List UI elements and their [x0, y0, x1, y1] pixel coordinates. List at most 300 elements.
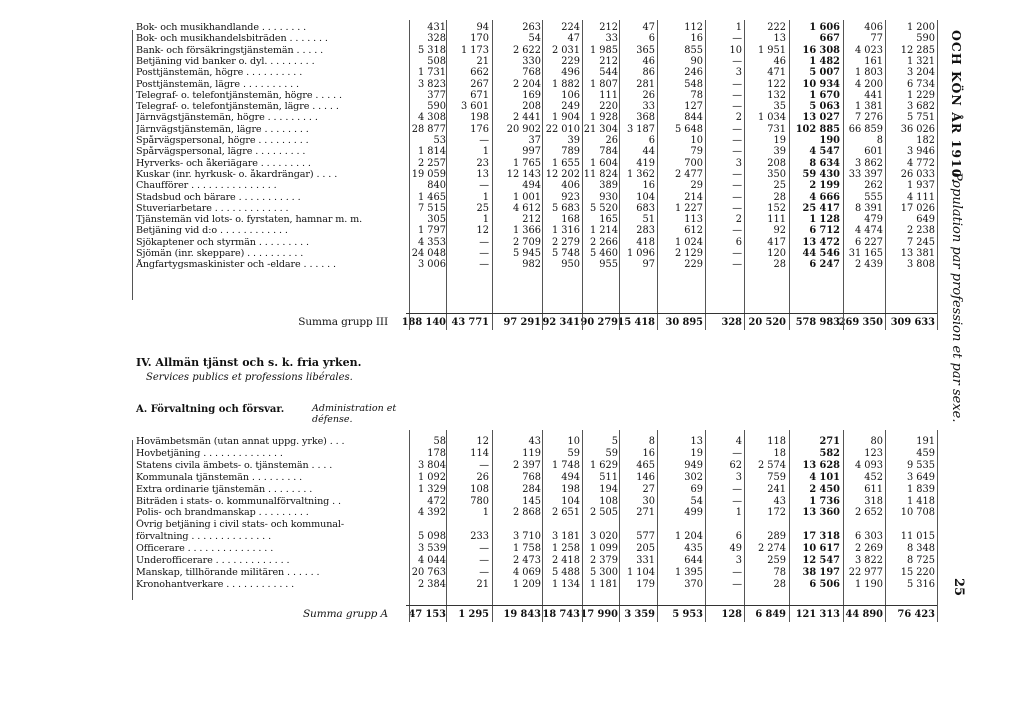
- table-cell: 1 765: [512, 158, 541, 169]
- row-label: Kommunala tjänstemän . . . . . . . . .: [136, 472, 303, 483]
- table-cell: 289: [767, 531, 786, 542]
- table-cell: 92 341: [542, 317, 580, 328]
- table-cell: 10: [729, 45, 742, 56]
- table-cell: 28: [773, 259, 786, 270]
- table-cell: 419: [636, 158, 655, 169]
- column-rule: [582, 430, 583, 622]
- table-cell: 3 946: [906, 146, 935, 157]
- table-cell: 582: [819, 448, 840, 459]
- table-cell: 28: [773, 192, 786, 203]
- table-cell: 79: [690, 146, 703, 157]
- table-cell: 13: [476, 169, 489, 180]
- table-cell: 731: [767, 124, 786, 135]
- table-cell: 5 318: [417, 45, 446, 56]
- table-cell: 59: [567, 448, 580, 459]
- table-cell: 53: [433, 135, 446, 146]
- column-rule: [705, 430, 706, 622]
- table-cell: 3 204: [906, 67, 935, 78]
- table-cell: 1 807: [589, 79, 618, 90]
- table-cell: 97 291: [503, 317, 541, 328]
- table-cell: 844: [684, 112, 703, 123]
- table-cell: 4 612: [512, 203, 541, 214]
- table-cell: 46: [773, 56, 786, 67]
- column-rule: [542, 430, 543, 622]
- table-cell: 555: [864, 192, 883, 203]
- column-rule: [542, 20, 543, 330]
- table-cell: 3 682: [906, 101, 935, 112]
- table-cell: 855: [684, 45, 703, 56]
- table-cell: 508: [427, 56, 446, 67]
- table-cell: 1: [735, 22, 742, 33]
- table-cell: 176: [470, 124, 489, 135]
- table-cell: 12 202: [545, 169, 580, 180]
- table-cell: 5 098: [417, 531, 446, 542]
- table-cell: 671: [470, 90, 489, 101]
- table-cell: 2 652: [854, 507, 883, 518]
- table-cell: 2 418: [551, 555, 580, 566]
- table-cell: 29: [690, 180, 703, 191]
- table-cell: 13 472: [802, 237, 840, 248]
- table-cell: 31 165: [848, 248, 883, 259]
- column-rule: [492, 430, 493, 622]
- table-cell: 499: [684, 507, 703, 518]
- table-cell: 37: [528, 135, 541, 146]
- table-cell: 10: [567, 436, 580, 447]
- table-cell: 54: [528, 33, 541, 44]
- table-cell: 224: [561, 22, 580, 33]
- row-label: Chaufförer . . . . . . . . . . . . . . .: [136, 180, 277, 191]
- table-cell: 3 181: [551, 531, 580, 542]
- table-cell: 331: [636, 555, 655, 566]
- row-label: Kuskar (inr. hyrkusk- o. åkardrängar) . . . .: [136, 169, 338, 180]
- column-rule: [789, 430, 790, 622]
- table-cell: 3 822: [854, 555, 883, 566]
- table-cell: 5 488: [551, 567, 580, 578]
- row-label: Manskap, tillhörande militären . . . . . .: [136, 567, 320, 578]
- table-cell: 368: [636, 112, 655, 123]
- table-cell: 179: [636, 579, 655, 590]
- row-label: Underofficerare . . . . . . . . . . . . .: [136, 555, 290, 566]
- table-cell: 494: [561, 472, 580, 483]
- table-cell: 3 808: [906, 259, 935, 270]
- table-cell: 118: [767, 436, 786, 447]
- row-label: Sjömän (inr. skeppare) . . . . . . . . . .: [136, 248, 304, 259]
- table-cell: 178: [427, 448, 446, 459]
- table-cell: 1 418: [906, 496, 935, 507]
- row-label: Stadsbud och bärare . . . . . . . . . . .: [136, 192, 301, 203]
- table-cell: 4 547: [809, 146, 840, 157]
- table-cell: 132: [767, 90, 786, 101]
- table-cell: 1: [482, 146, 489, 157]
- table-cell: 1 670: [809, 90, 840, 101]
- table-cell: 30 895: [665, 317, 703, 328]
- table-cell: 2 439: [854, 259, 883, 270]
- table-cell: 19 843: [503, 609, 541, 620]
- table-cell: 198: [470, 112, 489, 123]
- table-cell: —: [479, 259, 489, 270]
- table-cell: 4 392: [417, 507, 446, 518]
- table-cell: 1 395: [674, 567, 703, 578]
- table-cell: 47: [567, 33, 580, 44]
- table-cell: 263: [522, 22, 541, 33]
- column-rule: [885, 430, 886, 622]
- column-rule: [619, 430, 620, 622]
- table-cell: 1 200: [906, 22, 935, 33]
- table-cell: 1 321: [906, 56, 935, 67]
- table-cell: 22 977: [848, 567, 883, 578]
- row-label: Spårvägspersonal, högre . . . . . . . . .: [136, 135, 309, 146]
- table-cell: 3 804: [417, 460, 446, 471]
- table-cell: 365: [636, 45, 655, 56]
- table-cell: 590: [916, 33, 935, 44]
- table-cell: 246: [684, 67, 703, 78]
- table-cell: 1: [482, 507, 489, 518]
- table-cell: 49: [729, 543, 742, 554]
- table-cell: 4 200: [854, 79, 883, 90]
- table-cell: 12 143: [506, 169, 541, 180]
- table-cell: 13: [690, 436, 703, 447]
- row-label: Tjänstemän vid lots- o. fyrstaten, hamnar m. m.: [136, 214, 363, 225]
- table-cell: 955: [599, 259, 618, 270]
- table-cell: 6 303: [854, 531, 883, 542]
- table-cell: 51: [642, 214, 655, 225]
- table-cell: 3 710: [512, 531, 541, 542]
- table-cell: 106: [561, 90, 580, 101]
- table-cell: 577: [636, 531, 655, 542]
- table-cell: 271: [819, 436, 840, 447]
- table-cell: 114: [470, 448, 489, 459]
- table-cell: 1 366: [512, 225, 541, 236]
- table-cell: 58: [433, 436, 446, 447]
- table-cell: 26: [476, 472, 489, 483]
- table-cell: 16: [690, 33, 703, 44]
- table-cell: 649: [916, 214, 935, 225]
- table-cell: —: [479, 180, 489, 191]
- table-cell: 2 274: [757, 543, 786, 554]
- table-cell: 5 300: [589, 567, 618, 578]
- column-rule: [843, 20, 844, 330]
- table-cell: 4 353: [417, 237, 446, 248]
- column-rule: [446, 430, 447, 622]
- table-cell: 4: [735, 436, 742, 447]
- page-number: 25: [951, 578, 966, 597]
- table-cell: 328: [721, 317, 742, 328]
- table-cell: 950: [561, 259, 580, 270]
- table-cell: 3: [735, 555, 742, 566]
- table-cell: —: [732, 484, 742, 495]
- table-cell: 165: [599, 214, 618, 225]
- table-cell: 5 316: [906, 579, 935, 590]
- table-cell: 2 199: [809, 180, 840, 191]
- table-cell: 113: [684, 214, 703, 225]
- table-cell: 759: [767, 472, 786, 483]
- table-cell: 80: [870, 436, 883, 447]
- table-cell: 1 190: [854, 579, 883, 590]
- table-cell: —: [732, 146, 742, 157]
- table-cell: 5 683: [551, 203, 580, 214]
- row-label: Järnvägstjänstemän, lägre . . . . . . . .: [136, 124, 309, 135]
- table-cell: 1 024: [674, 237, 703, 248]
- table-cell: 2: [735, 214, 742, 225]
- table-cell: 111: [599, 90, 618, 101]
- row-label: Bok- och musikhandelsbiträden . . . . . . .: [136, 33, 328, 44]
- table-cell: 26 033: [900, 169, 935, 180]
- table-cell: 47: [642, 22, 655, 33]
- table-cell: —: [732, 56, 742, 67]
- table-cell: 1 362: [626, 169, 655, 180]
- row-label: Hovämbetsmän (utan annat uppg. yrke) . . .: [136, 436, 345, 447]
- table-cell: 328: [427, 33, 446, 44]
- table-cell: 7 276: [854, 112, 883, 123]
- table-cell: 1 482: [809, 56, 840, 67]
- row-label: Summa grupp A: [302, 609, 388, 620]
- table-cell: 39: [773, 146, 786, 157]
- column-rule: [657, 430, 658, 622]
- table-cell: 700: [684, 158, 703, 169]
- table-cell: 5 063: [809, 101, 840, 112]
- row-label: Telegraf- o. telefontjänstemän, lägre . . . . .: [136, 101, 339, 112]
- table-cell: 2 269: [854, 543, 883, 554]
- table-cell: 6: [648, 33, 655, 44]
- table-cell: 8 634: [809, 158, 840, 169]
- table-cell: 1 099: [589, 543, 618, 554]
- table-cell: 418: [636, 237, 655, 248]
- table-cell: 548: [684, 79, 703, 90]
- table-cell: 26: [642, 90, 655, 101]
- table-cell: 269 350: [838, 317, 883, 328]
- table-cell: 108: [599, 496, 618, 507]
- table-cell: 1 134: [551, 579, 580, 590]
- table-cell: 205: [636, 543, 655, 554]
- table-cell: —: [732, 248, 742, 259]
- column-rule: [843, 430, 844, 622]
- table-cell: 611: [864, 484, 883, 495]
- column-rule: [744, 20, 745, 330]
- table-cell: 1 937: [906, 180, 935, 191]
- table-cell: 27: [642, 484, 655, 495]
- table-cell: 24 048: [411, 248, 446, 259]
- column-rule: [937, 430, 938, 622]
- table-cell: 2 266: [589, 237, 618, 248]
- table-cell: 13 360: [802, 507, 840, 518]
- table-cell: 13: [773, 33, 786, 44]
- table-cell: —: [732, 496, 742, 507]
- column-rule: [705, 20, 706, 330]
- table-cell: 840: [427, 180, 446, 191]
- table-cell: 1 295: [458, 609, 489, 620]
- table-cell: 59 430: [802, 169, 840, 180]
- table-cell: 2 622: [512, 45, 541, 56]
- row-label: Posttjänstemän, lägre . . . . . . . . . .: [136, 79, 299, 90]
- table-cell: 1 951: [757, 45, 786, 56]
- table-cell: 146: [636, 472, 655, 483]
- table-cell: 2 397: [512, 460, 541, 471]
- table-cell: 1 034: [757, 112, 786, 123]
- table-cell: 121 313: [795, 609, 840, 620]
- table-cell: 90: [690, 56, 703, 67]
- table-cell: 212: [522, 214, 541, 225]
- table-cell: 1 882: [551, 79, 580, 90]
- table-cell: 949: [684, 460, 703, 471]
- table-cell: 11 824: [583, 169, 618, 180]
- table-cell: 1 803: [854, 67, 883, 78]
- table-cell: 3: [735, 472, 742, 483]
- table-cell: 5 953: [672, 609, 703, 620]
- table-cell: —: [732, 567, 742, 578]
- table-cell: 15 418: [617, 317, 655, 328]
- table-cell: 930: [599, 192, 618, 203]
- table-cell: 169: [522, 90, 541, 101]
- table-cell: 417: [767, 237, 786, 248]
- table-cell: 16: [642, 180, 655, 191]
- table-cell: 2 709: [512, 237, 541, 248]
- table-cell: 4 666: [809, 192, 840, 203]
- table-cell: 44: [642, 146, 655, 157]
- table-cell: 21 304: [583, 124, 618, 135]
- table-cell: 377: [427, 90, 446, 101]
- column-rule: [132, 440, 133, 600]
- table-cell: 1 758: [512, 543, 541, 554]
- table-cell: —: [732, 259, 742, 270]
- table-cell: 33: [642, 101, 655, 112]
- table-cell: 20 902: [506, 124, 541, 135]
- table-cell: 77: [870, 33, 883, 44]
- table-cell: 435: [684, 543, 703, 554]
- table-cell: 578 983: [795, 317, 840, 328]
- table-cell: 3 187: [626, 124, 655, 135]
- table-cell: 2 031: [551, 45, 580, 56]
- table-cell: 78: [773, 567, 786, 578]
- table-cell: 13 381: [900, 248, 935, 259]
- table-cell: 5 945: [512, 248, 541, 259]
- table-cell: 66 859: [848, 124, 883, 135]
- table-cell: 1 928: [589, 112, 618, 123]
- table-cell: 8 391: [854, 203, 883, 214]
- table-cell: 5 520: [589, 203, 618, 214]
- table-cell: 6: [648, 135, 655, 146]
- table-cell: 1 104: [626, 567, 655, 578]
- table-cell: 15 220: [900, 567, 935, 578]
- table-cell: —: [479, 555, 489, 566]
- table-cell: 23: [476, 158, 489, 169]
- table-cell: 284: [522, 484, 541, 495]
- table-cell: 309 633: [890, 317, 935, 328]
- table-cell: 2 651: [551, 507, 580, 518]
- table-cell: 19: [773, 135, 786, 146]
- table-cell: 5 460: [589, 248, 618, 259]
- table-cell: 104: [561, 496, 580, 507]
- column-rule: [657, 20, 658, 330]
- table-cell: 471: [767, 67, 786, 78]
- table-cell: 6 227: [854, 237, 883, 248]
- table-cell: 305: [427, 214, 446, 225]
- table-cell: 1 128: [809, 214, 840, 225]
- table-cell: 28 877: [411, 124, 446, 135]
- table-cell: 644: [684, 555, 703, 566]
- row-label: Statens civila ämbets- o. tjänstemän . . . .: [136, 460, 333, 471]
- row-label: Polis- och brandmanskap . . . . . . . . .: [136, 507, 309, 518]
- row-label: Betjäning vid banker o. dyl. . . . . . . . .: [136, 56, 315, 67]
- row-label: Spårvägspersonal, lägre . . . . . . . . .: [136, 146, 306, 157]
- table-cell: 1 329: [417, 484, 446, 495]
- row-label: Övrig betjäning i civil stats- och kommunal-: [136, 519, 344, 530]
- row-label: Hyrverks- och åkeriägare . . . . . . . . .: [136, 158, 311, 169]
- row-label: Stuveriarbetare . . . . . . . . . . . . .: [136, 203, 289, 214]
- table-cell: 198: [561, 484, 580, 495]
- column-rule: [619, 20, 620, 330]
- table-cell: 123: [864, 448, 883, 459]
- table-cell: —: [732, 448, 742, 459]
- table-cell: 1 748: [551, 460, 580, 471]
- column-rule: [409, 20, 410, 330]
- table-cell: 8 725: [906, 555, 935, 566]
- table-cell: 6: [735, 237, 742, 248]
- table-cell: 1 096: [626, 248, 655, 259]
- table-cell: 1 731: [417, 67, 446, 78]
- table-cell: 1 465: [417, 192, 446, 203]
- table-cell: 271: [636, 507, 655, 518]
- table-cell: 3 539: [417, 543, 446, 554]
- table-cell: 8: [648, 436, 655, 447]
- table-cell: 9 535: [906, 460, 935, 471]
- table-cell: —: [732, 192, 742, 203]
- table-cell: —: [732, 33, 742, 44]
- column-rule: [132, 30, 133, 300]
- table-cell: —: [732, 90, 742, 101]
- table-cell: 18 743: [542, 609, 580, 620]
- table-cell: 152: [767, 203, 786, 214]
- row-label: Betjäning vid d:o . . . . . . . . . . . .: [136, 225, 288, 236]
- table-cell: —: [479, 248, 489, 259]
- table-cell: 182: [916, 135, 935, 146]
- table-cell: 21: [476, 56, 489, 67]
- table-cell: 12: [476, 225, 489, 236]
- table-cell: 1 736: [809, 496, 840, 507]
- table-cell: 784: [599, 146, 618, 157]
- table-cell: 16: [642, 448, 655, 459]
- group-a-heading: A. Förvaltning och försvar.: [136, 404, 285, 415]
- table-cell: 2 129: [674, 248, 703, 259]
- table-cell: 3 020: [589, 531, 618, 542]
- table-cell: 119: [522, 448, 541, 459]
- table-cell: 39: [567, 135, 580, 146]
- table-cell: 465: [636, 460, 655, 471]
- table-cell: 6: [735, 531, 742, 542]
- table-cell: 1 204: [674, 531, 703, 542]
- table-cell: 267: [470, 79, 489, 90]
- table-cell: —: [732, 79, 742, 90]
- table-cell: 2 384: [417, 579, 446, 590]
- table-cell: 4 093: [854, 460, 883, 471]
- table-cell: —: [732, 169, 742, 180]
- table-cell: 220: [599, 101, 618, 112]
- table-cell: 667: [819, 33, 840, 44]
- table-cell: 86: [642, 67, 655, 78]
- table-cell: 370: [684, 579, 703, 590]
- table-cell: 10 708: [900, 507, 935, 518]
- table-cell: 768: [522, 472, 541, 483]
- table-cell: 1 604: [589, 158, 618, 169]
- table-cell: 102 885: [795, 124, 840, 135]
- row-label: Hovbetjäning . . . . . . . . . . . . . .: [136, 448, 283, 459]
- table-cell: 683: [636, 203, 655, 214]
- table-cell: 127: [684, 101, 703, 112]
- table-cell: 188 140: [401, 317, 446, 328]
- table-cell: 7 515: [417, 203, 446, 214]
- side-header-italic: Population par profession et par sexe.: [949, 172, 964, 423]
- table-cell: 459: [916, 448, 935, 459]
- table-cell: 104: [636, 192, 655, 203]
